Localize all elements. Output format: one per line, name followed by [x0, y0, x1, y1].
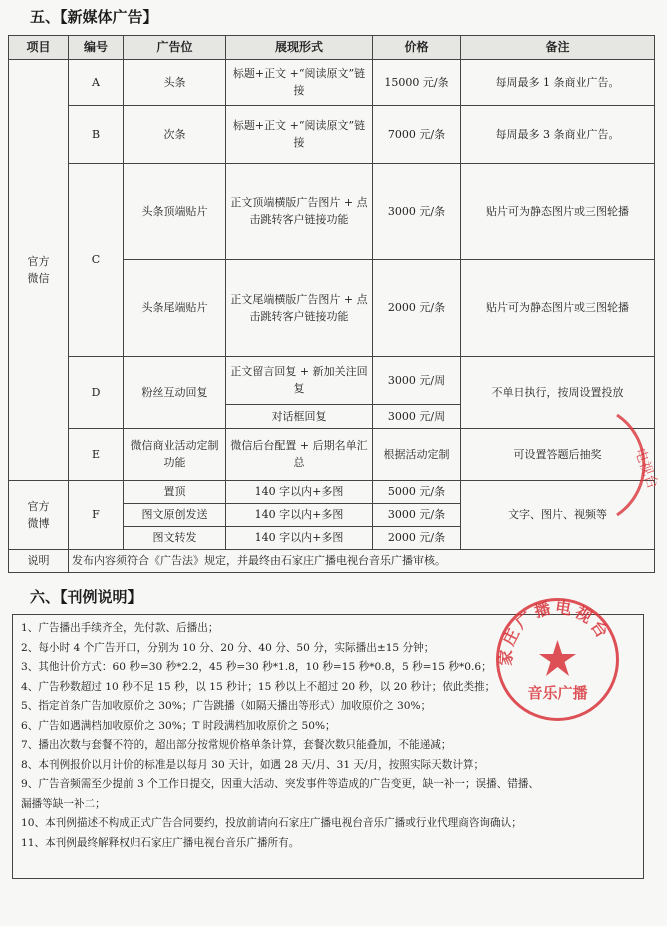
row-position: 粉丝互动回复 [124, 356, 226, 428]
row-price: 3000 元/周 [373, 356, 461, 404]
row-price: 2000 元/条 [373, 259, 461, 356]
row-note: 可设置答题后抽奖 [461, 428, 655, 480]
row-position: 图文原创发送 [124, 503, 226, 526]
section-6-title: 六、【刊例说明】 [30, 588, 143, 606]
table-row [9, 428, 655, 480]
row-form: 正文留言回复 + 新加关注回复 [226, 356, 373, 404]
row-note: 贴片可为静态图片或三图轮播 [461, 163, 655, 259]
row-form: 140 字以内+多图 [226, 480, 373, 503]
row-position: 头条尾端贴片 [124, 259, 226, 356]
row-code: E [69, 428, 124, 480]
note-line: 8、本刊例报价以月计价的标准是以每月 30 天计，如遇 28 天/月、31 天/月，按照实际天数计算； [21, 758, 485, 771]
row-note: 每周最多 1 条商业广告。 [461, 59, 655, 105]
row-code: C [69, 163, 124, 356]
group-wechat: 官方微信 [9, 59, 69, 480]
row-code: A [69, 59, 124, 105]
row-code: F [69, 480, 124, 549]
stamp-star-icon [539, 640, 576, 676]
row-form: 正文顶端横版广告图片 + 点击跳转客户链接功能 [226, 163, 373, 259]
row-form: 标题+正文 +“阅读原文”链接 [226, 59, 373, 105]
header-price: 价格 [373, 36, 461, 60]
table-header-row [9, 36, 655, 60]
row-price: 根据活动定制 [373, 428, 461, 480]
group-weibo: 官方微博 [9, 480, 69, 549]
row-price: 3000 元/条 [373, 503, 461, 526]
row-form: 标题+正文 +“阅读原文”链接 [226, 105, 373, 163]
note-line: 9、广告音频需至少提前 3 个工作日提交，因重大活动、突发事件等造成的广告变更，缺一补一；误播、错播、 [21, 778, 540, 790]
header-project: 项目 [9, 36, 69, 60]
row-note: 文字、图片、视频等 [461, 480, 655, 549]
red-seal-stamp [490, 592, 625, 727]
row-price: 15000 元/条 [373, 59, 461, 105]
row-price: 3000 元/周 [373, 404, 461, 428]
row-form: 微信后台配置 + 后期名单汇总 [226, 428, 373, 480]
footer-text: 发布内容须符合《广告法》规定，并最终由石家庄广播电视台音乐广播审核。 [69, 549, 655, 572]
table-row [9, 163, 655, 259]
row-position: 置顶 [124, 480, 226, 503]
note-line: 7、播出次数与套餐不符的，超出部分按常规价格单条计算，套餐次数只能叠加，不能递减； [21, 739, 452, 751]
table-row [9, 356, 655, 404]
section-5-title: 五、【新媒体广告】 [30, 8, 158, 26]
row-price: 5000 元/条 [373, 480, 461, 503]
row-price: 7000 元/条 [373, 105, 461, 163]
table-row [9, 105, 655, 163]
header-form: 展现形式 [226, 36, 373, 60]
row-code: B [69, 105, 124, 163]
header-note: 备注 [461, 36, 655, 60]
stamp-center-text: 音乐广播 [527, 684, 588, 702]
row-note: 每周最多 3 条商业广告。 [461, 105, 655, 163]
note-line: 10、本刊例描述不构成正式广告合同要约，投放前请向石家庄广播电视台音乐广播或行业代理商咨询确认； [21, 817, 522, 829]
stamp-arc-text: 家庄广播电视台 [496, 597, 614, 667]
note-line: 1、广告播出手续齐全，先付款、后播出； [21, 622, 219, 634]
note-line: 5、指定首条广告加收原价之 30%；广告跳播（如隔天播出等形式）加收原价之 30%； [21, 700, 432, 712]
row-position: 次条 [124, 105, 226, 163]
note-line: 3、其他计价方式：60 秒=30 秒*2.2，45 秒=30 秒*1.8，10 秒=15 秒*0.8，5 秒=15 秒*0.6； [21, 661, 492, 673]
row-position: 图文转发 [124, 526, 226, 549]
row-position: 头条 [124, 59, 226, 105]
row-position: 头条顶端贴片 [124, 163, 226, 259]
new-media-ad-table [8, 35, 655, 573]
note-line: 11、本刊例最终解释权归石家庄广播电视台音乐广播所有。 [21, 836, 300, 849]
header-code: 编号 [69, 36, 124, 60]
note-line: 4、广告秒数超过 10 秒不足 15 秒，以 15 秒计；15 秒以上不超过 20 秒，以 20 秒计；依此类推； [21, 680, 496, 693]
row-form: 正文尾端横版广告图片 + 点击跳转客户链接功能 [226, 259, 373, 356]
row-note: 不单日执行，按周设置投放 [461, 356, 655, 428]
table-row [9, 59, 655, 105]
partial-seal-stamp [612, 410, 667, 520]
footer-label: 说明 [9, 549, 69, 572]
row-price: 3000 元/条 [373, 163, 461, 259]
header-position: 广告位 [124, 36, 226, 60]
row-note: 贴片可为静态图片或三图轮播 [461, 259, 655, 356]
table-footer-row [9, 549, 655, 572]
row-form: 对话框回复 [226, 404, 373, 428]
row-code: D [69, 356, 124, 428]
row-position: 微信商业活动定制功能 [124, 428, 226, 480]
table-row [9, 480, 655, 503]
stamp-edge-text: 电视台 [631, 446, 661, 492]
row-form: 140 字以内+多图 [226, 526, 373, 549]
note-line: 漏播等缺一补二； [21, 797, 106, 810]
note-line: 2、每小时 4 个广告开口，分别为 10 分、20 分、40 分、50 分，实际播出±15 分钟； [21, 641, 435, 654]
note-line: 6、广告如遇满档加收原价之 30%；T 时段满档加收原价之 50%； [21, 719, 336, 732]
row-form: 140 字以内+多图 [226, 503, 373, 526]
row-price: 2000 元/条 [373, 526, 461, 549]
